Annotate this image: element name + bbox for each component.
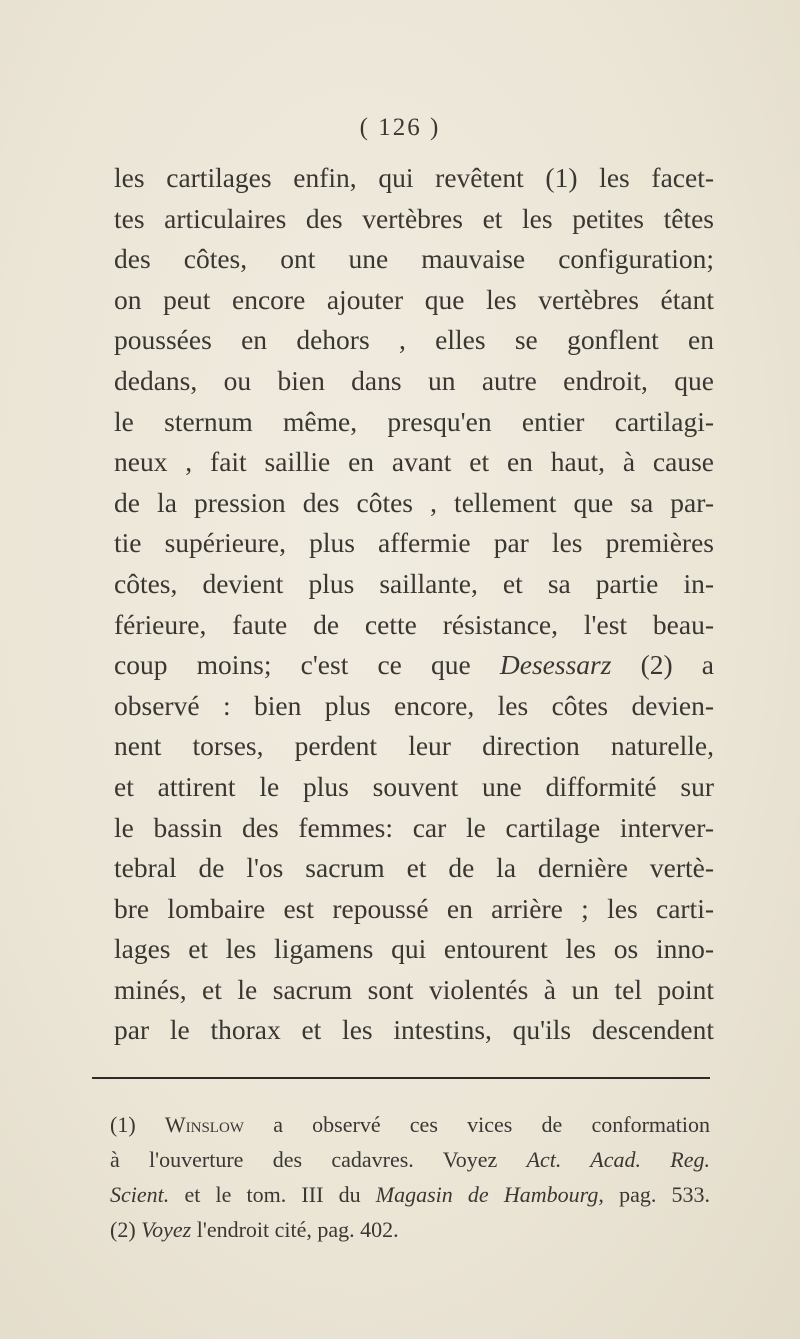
footnote-text: et le tom. III du xyxy=(184,1182,361,1207)
text-line: des côtes, ont une mauvaise configuration; xyxy=(114,243,714,275)
footnote-marker: (1) xyxy=(110,1112,136,1137)
text-line: bre lombaire est repoussé en arrière ; les carti- xyxy=(114,892,714,924)
text-line: lages et les ligamens qui entourent les os inno- xyxy=(114,933,714,965)
text-segment: (2) a xyxy=(611,649,715,681)
text-segment: coup moins; c'est ce que xyxy=(114,649,471,681)
text-line-with-name xyxy=(114,645,714,686)
text-line: côtes, devient plus saillante, et sa partie in- xyxy=(114,567,714,599)
text-line: tie supérieure, plus affermie par les premières xyxy=(114,527,714,559)
footnote-divider xyxy=(92,1077,710,1079)
footnote-text: l'endroit cité, pag. 402. xyxy=(196,1217,399,1242)
text-line: observé : bien plus encore, les côtes devien- xyxy=(114,689,714,721)
footnote-1-line-3 xyxy=(110,1177,710,1212)
text-line: de la pression des côtes , tellement que sa par- xyxy=(114,486,714,518)
text-line: le sternum même, presqu'en entier cartilagi- xyxy=(114,405,714,437)
footnote-author: Winslow xyxy=(164,1112,244,1137)
footnote-text: à l'ouverture des cadavres. Voyez xyxy=(110,1147,498,1172)
text-line: par le thorax et les intestins, qu'ils descendent xyxy=(114,1014,714,1046)
text-line: les cartilages enfin, qui revêtent (1) les facet- xyxy=(114,162,714,193)
page-number: ( 126 ) xyxy=(359,114,441,141)
footnote-citation: Scient. xyxy=(110,1182,170,1207)
text-line: poussées en dehors , elles se gonflent en xyxy=(114,324,714,356)
text-line: nent torses, perdent leur direction naturelle, xyxy=(114,730,714,762)
footnote-2-line-1 xyxy=(110,1212,710,1247)
text-line: neux , fait saillie en avant et en haut, à cause xyxy=(114,446,714,478)
footnote-citation: Magasin de Hambourg, xyxy=(375,1182,604,1207)
text-line: férieure, faute de cette résistance, l'est beau- xyxy=(114,608,714,640)
footnote-1-line-1 xyxy=(110,1107,710,1142)
footnote-1-line-2 xyxy=(110,1142,710,1177)
text-line: on peut encore ajouter que les vertèbres étant xyxy=(114,283,714,315)
text-line: dedans, ou bien dans un autre endroit, que xyxy=(114,364,714,396)
text-line: tes articulaires des vertèbres et les petites têtes xyxy=(114,202,714,234)
footnote-marker: (2) xyxy=(110,1217,136,1242)
footnote-text: a observé ces vices de conformation xyxy=(273,1112,711,1137)
footnotes xyxy=(110,1107,710,1247)
text-line: minés, et le sacrum sont violentés à un tel point xyxy=(114,973,714,1005)
footnote-citation: Voyez xyxy=(141,1217,192,1242)
body-text xyxy=(114,158,714,1051)
footnote-citation: Act. Acad. Reg. xyxy=(526,1147,710,1172)
footnote-text: pag. 533. xyxy=(619,1182,710,1207)
text-line: tebral de l'os sacrum et de la dernière vertè- xyxy=(114,852,714,884)
text-line: le bassin des femmes: car le cartilage interver- xyxy=(114,811,714,843)
cited-author: Desessarz xyxy=(499,649,612,681)
text-line: et attirent le plus souvent une difformité sur xyxy=(114,770,714,802)
